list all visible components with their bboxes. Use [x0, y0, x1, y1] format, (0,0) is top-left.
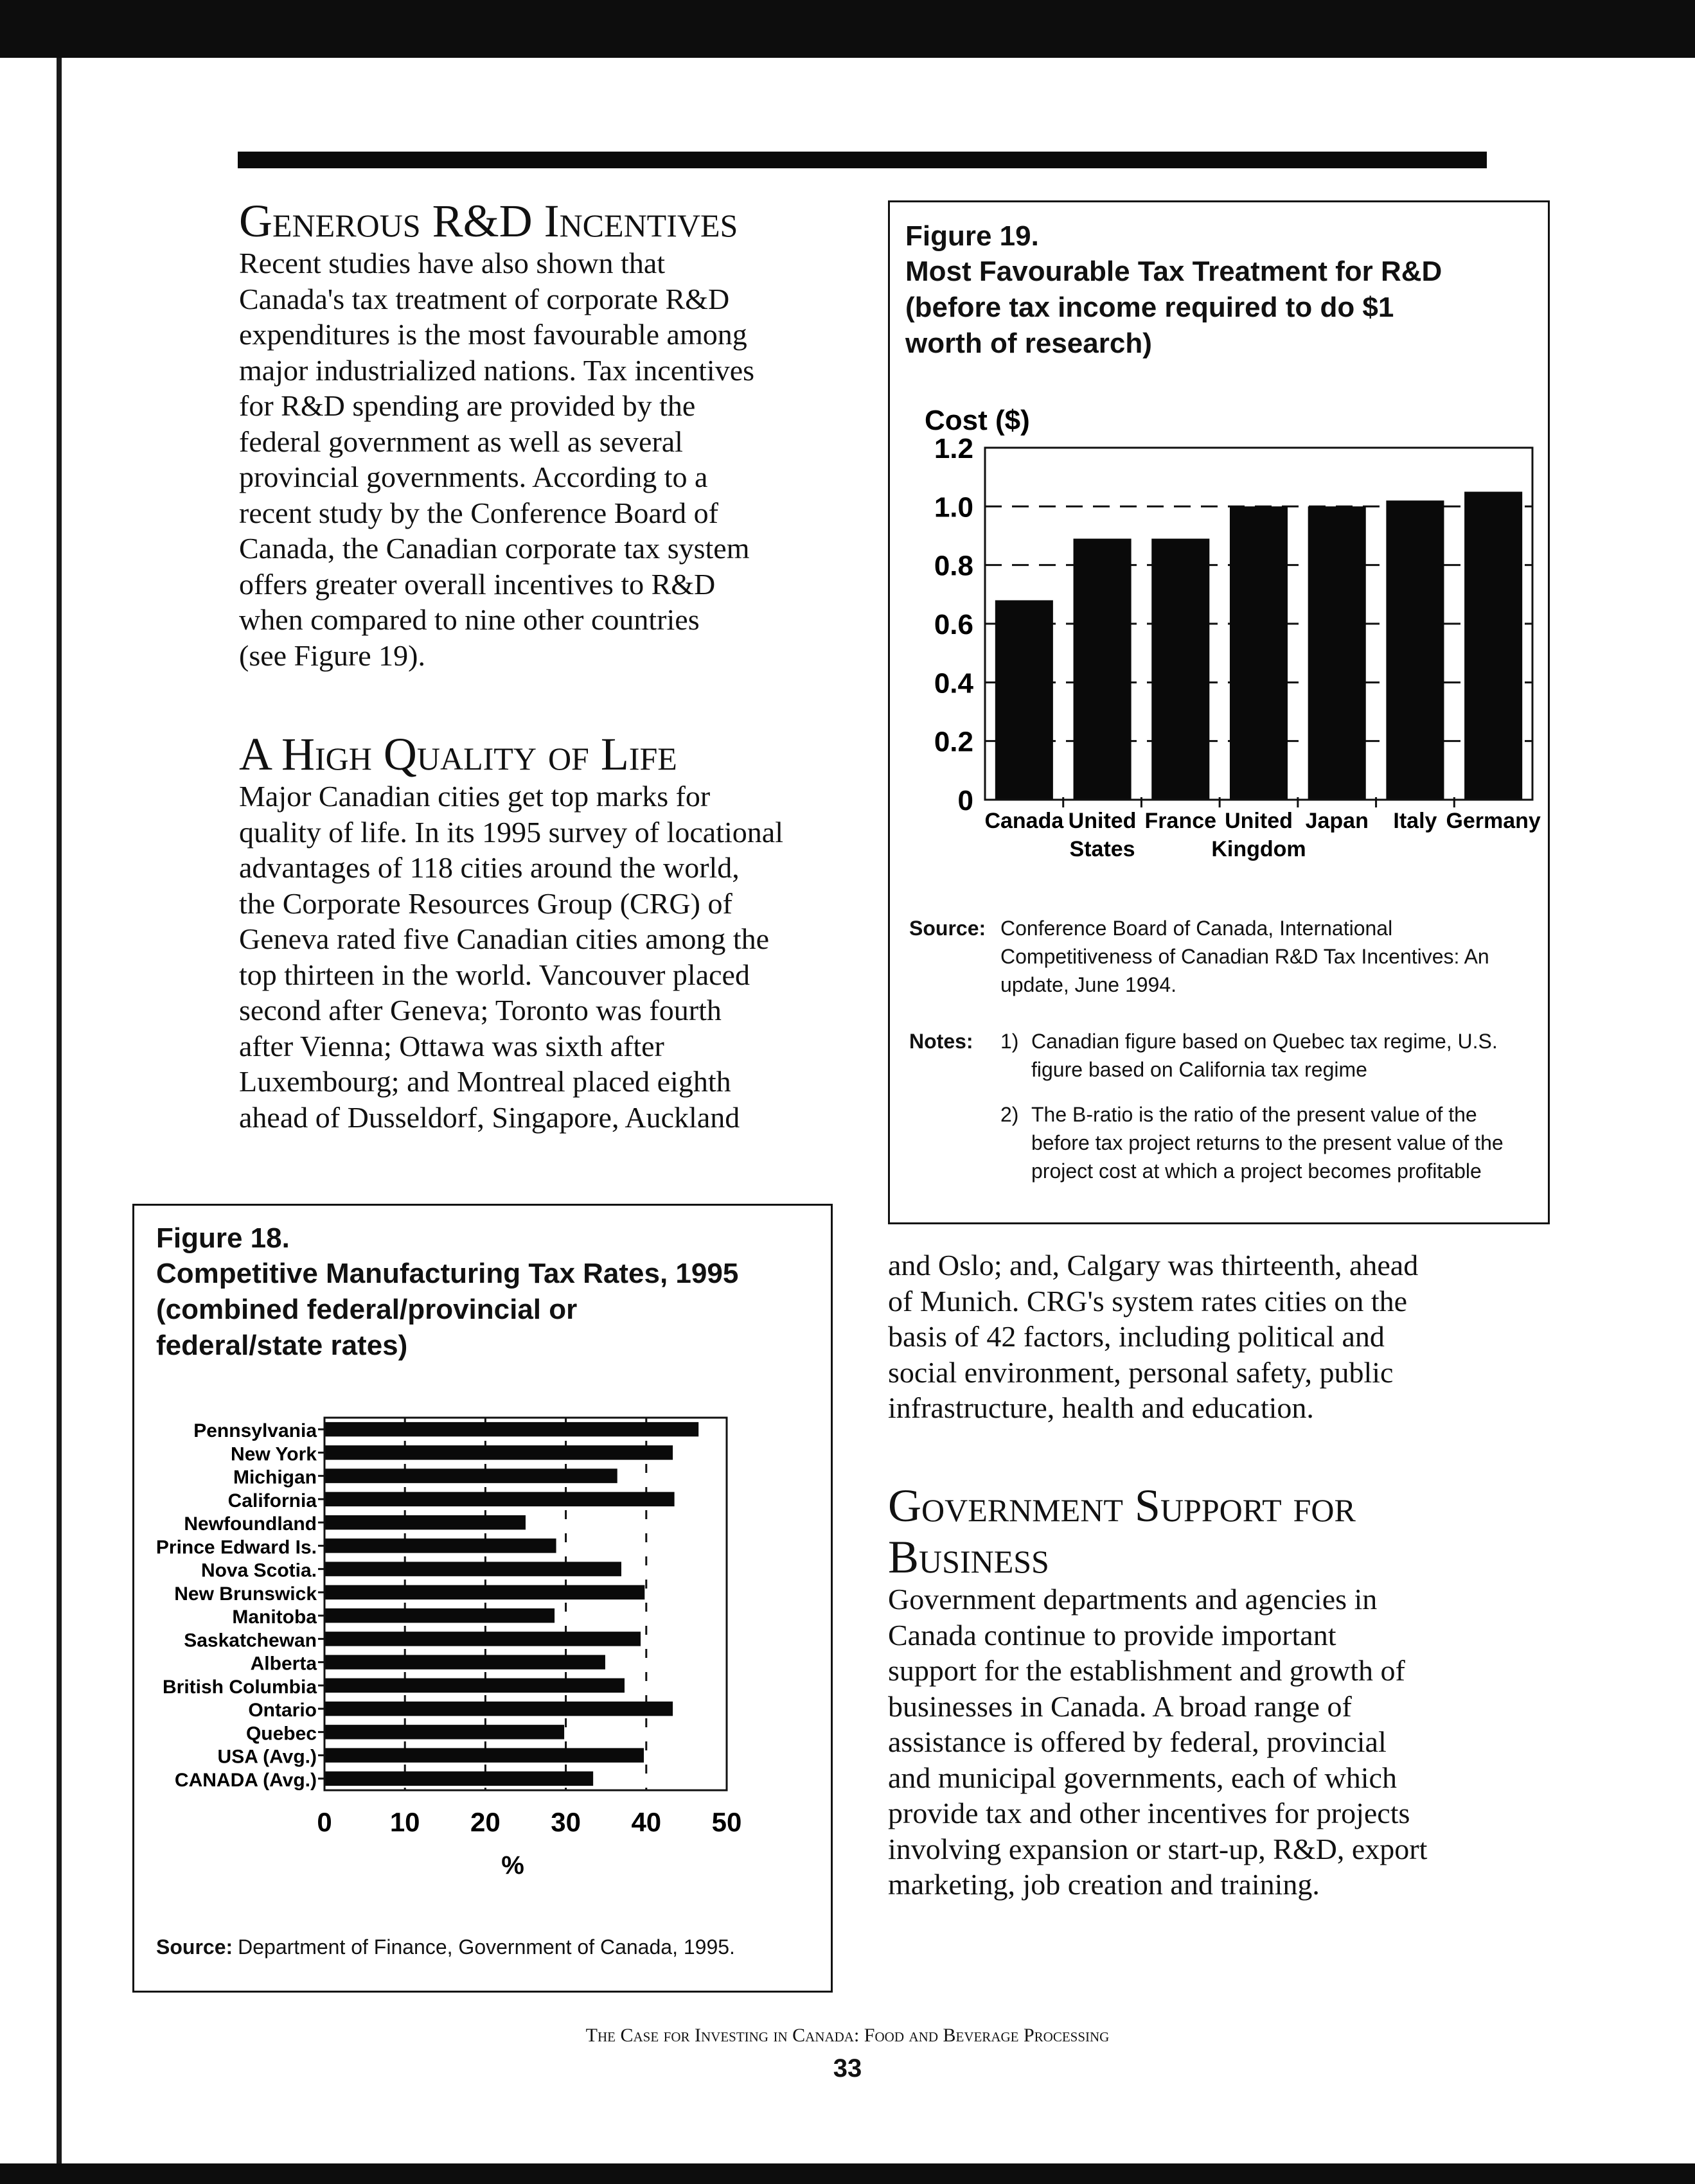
figure-19-y-axis-label: Cost ($) — [925, 405, 1030, 436]
figure-18-y-tick-label: Ontario — [248, 1700, 317, 1722]
life-body: Major Canadian cities get top marks for quality of life. In its 1995 survey of locational advantages of 118 cities around the world, the Corporate Resources Group (CRG) of Geneva rated five Canadian cities among the top thirteen in the world. Vancouver placed second after Geneva; Toronto was fourth after Vienna; Ottawa was sixth after Luxembourg; and Montreal placed eighth ahead of Dusseldorf, Singapore, Auckland — [239, 780, 783, 1134]
figure-18-y-tick-label: Pennsylvania — [193, 1420, 317, 1442]
figure-19-source-text: Conference Board of Canada, International Competitiveness of Canadian R&D Tax Incentives: An update, June 1994. — [1000, 917, 1489, 996]
scan-bottom-border — [0, 2163, 1695, 2184]
figure-18-bar — [324, 1632, 641, 1646]
figure-19-x-tick-label: United — [1225, 809, 1293, 833]
figure-18-y-tick-label: Quebec — [245, 1723, 317, 1745]
figure-19-note-2-number: 2) — [1000, 1103, 1019, 1126]
scan-top-border — [0, 0, 1695, 58]
figure-19-x-tick-label: Germany — [1446, 809, 1541, 833]
figure-18-y-tick-label: Michigan — [233, 1466, 317, 1488]
figure-19-chart — [890, 389, 1548, 903]
figure-19-label: Figure 19. — [905, 220, 1039, 252]
figure-19-x-tick-label: Italy — [1393, 809, 1437, 833]
figure-18-y-tick-label: British Columbia — [162, 1676, 317, 1698]
figure-18-y-tick-label: Newfoundland — [184, 1513, 317, 1535]
figure-18-bar — [324, 1538, 556, 1553]
figure-18-bar — [324, 1748, 644, 1762]
footer-title: The Case for Investing in Canada: Food and Beverage Processing — [585, 2025, 1110, 2046]
figure-18-title: Competitive Manufacturing Tax Rates, 1995 (combined federal/provincial or federal/state rates) — [156, 1258, 739, 1361]
figure-19-bar — [1230, 506, 1288, 800]
figure-18-bar — [324, 1702, 673, 1716]
figure-18-bar — [324, 1492, 675, 1506]
figure-19-note-1-text: Canadian figure based on Quebec tax regime, U.S. figure based on California tax regime — [1031, 1030, 1498, 1081]
figure-18-bar — [324, 1608, 555, 1623]
figure-19-title: Most Favourable Tax Treatment for R&D (before tax income required to do $1 worth of research) — [905, 256, 1442, 359]
figure-19-bar — [1074, 539, 1131, 800]
figure-19-x-tick-label: Kingdom — [1211, 837, 1306, 861]
rd-body: Recent studies have also shown that Canada's tax treatment of corporate R&D expenditures is the most favourable among major industrialized nations. Tax incentives for R&D spending are provided by the federal government as well as several provincial governments. According to a recent study by the Conference Board of Canada, the Canadian corporate tax system offers greater overall incentives to R&D when compared to nine other countries (see Figure 19). — [239, 247, 755, 672]
figure-18-bar — [324, 1772, 593, 1786]
figure-18-y-tick-label: Prince Edward Is. — [155, 1537, 317, 1558]
gov-heading-line-1: Government Support for — [888, 1480, 1356, 1531]
figure-18-bar — [324, 1422, 698, 1436]
figure-19-y-tick-label: 1.2 — [934, 433, 973, 464]
figure-19-y-tick-label: 0.8 — [934, 550, 973, 582]
figure-19-x-tick-label: United — [1068, 809, 1137, 833]
figure-19-y-tick-label: 0.2 — [934, 726, 973, 758]
figure-19-x-tick-label: France — [1144, 809, 1217, 833]
figure-18-y-tick-label: California — [227, 1490, 317, 1511]
figure-18-source-text: Department of Finance, Government of Canada, 1995. — [238, 1935, 735, 1959]
figure-18-source — [156, 1933, 735, 1961]
figure-18-box — [132, 1204, 833, 1993]
figure-18-y-tick-label: USA (Avg.) — [217, 1746, 317, 1768]
top-rule — [238, 152, 1487, 168]
figure-19-source-label: Source: — [909, 917, 986, 940]
figure-18-y-tick-label: Nova Scotia. — [200, 1560, 317, 1581]
gov-heading-line-2: Business — [888, 1531, 1049, 1583]
figure-18-y-tick-label: Manitoba — [232, 1607, 317, 1628]
figure-19-bar — [995, 600, 1053, 800]
figure-18-x-tick-label: 20 — [470, 1807, 501, 1837]
figure-18-y-tick-label: New Brunswick — [174, 1583, 317, 1605]
life-heading: A High Quality of Life — [239, 728, 677, 780]
figure-18-x-tick-label: 40 — [631, 1807, 662, 1837]
figure-18-bar — [324, 1445, 673, 1459]
figure-18-bar — [324, 1562, 621, 1576]
figure-19-x-tick-label: Canada — [984, 809, 1064, 833]
figure-19-bar — [1308, 506, 1366, 800]
figure-19-y-tick-label: 0.4 — [934, 667, 973, 700]
figure-19-x-tick-label: Japan — [1305, 809, 1369, 833]
figure-18-bar — [324, 1725, 564, 1739]
figure-18-y-tick-label: Saskatchewan — [184, 1630, 317, 1651]
figure-19-note-1-number: 1) — [1000, 1030, 1019, 1053]
figure-18-x-axis-label: % — [501, 1851, 524, 1880]
figure-18-label: Figure 18. — [156, 1222, 290, 1254]
figure-18-x-tick-label: 10 — [389, 1807, 420, 1837]
figure-19-bar — [1464, 492, 1522, 800]
life-body-continued: and Oslo; and, Calgary was thirteenth, ahead of Munich. CRG's system rates cities on the basis of 42 factors, including political and social environment, personal safety, public infrastructure, health and education. — [888, 1249, 1419, 1424]
figure-18-y-tick-label: New York — [231, 1443, 317, 1465]
figure-18-source-label: Source: — [156, 1935, 233, 1959]
figure-19-note-2-text: The B-ratio is the ratio of the present value of the before tax project returns to the present value of the project cost at which a project becomes profitable — [1031, 1103, 1504, 1183]
figure-18-bar — [324, 1515, 526, 1529]
figure-18-x-tick-label: 30 — [551, 1807, 581, 1837]
figure-18-y-tick-label: CANADA (Avg.) — [174, 1769, 317, 1791]
figure-19-y-tick-label: 1.0 — [934, 491, 973, 524]
figure-18-bar — [324, 1678, 625, 1693]
figure-19-y-tick-label: 0.6 — [934, 609, 973, 640]
figure-18-y-tick-label: Alberta — [250, 1653, 317, 1675]
figure-19-box — [888, 200, 1550, 1224]
figure-18-bar — [324, 1655, 605, 1669]
rd-heading: Generous R&D Incentives — [239, 195, 738, 247]
figure-19-bar — [1151, 539, 1209, 800]
figure-18-chart — [134, 1392, 831, 1880]
figure-18-x-tick-label: 0 — [317, 1807, 332, 1837]
figure-18-x-tick-label: 50 — [711, 1807, 742, 1837]
scan-left-edge — [57, 58, 62, 2163]
figure-18-bar — [324, 1468, 617, 1483]
figure-19-x-tick-label: States — [1069, 837, 1135, 861]
page-number: 33 — [833, 2054, 862, 2083]
figure-19-notes-label: Notes: — [909, 1030, 973, 1053]
gov-body: Government departments and agencies in Canada continue to provide important support for the establishment and growth of businesses in Canada. A broad range of assistance is offered by federal, provincial and municipal governments, each of which provide tax and other incentives for projects involving expansion or start-up, R&D, export marketing, job creation and training. — [888, 1583, 1428, 1901]
figure-18-bar — [324, 1585, 644, 1599]
figure-19-y-tick-label: 0 — [957, 785, 973, 816]
figure-19-bar — [1386, 500, 1444, 800]
